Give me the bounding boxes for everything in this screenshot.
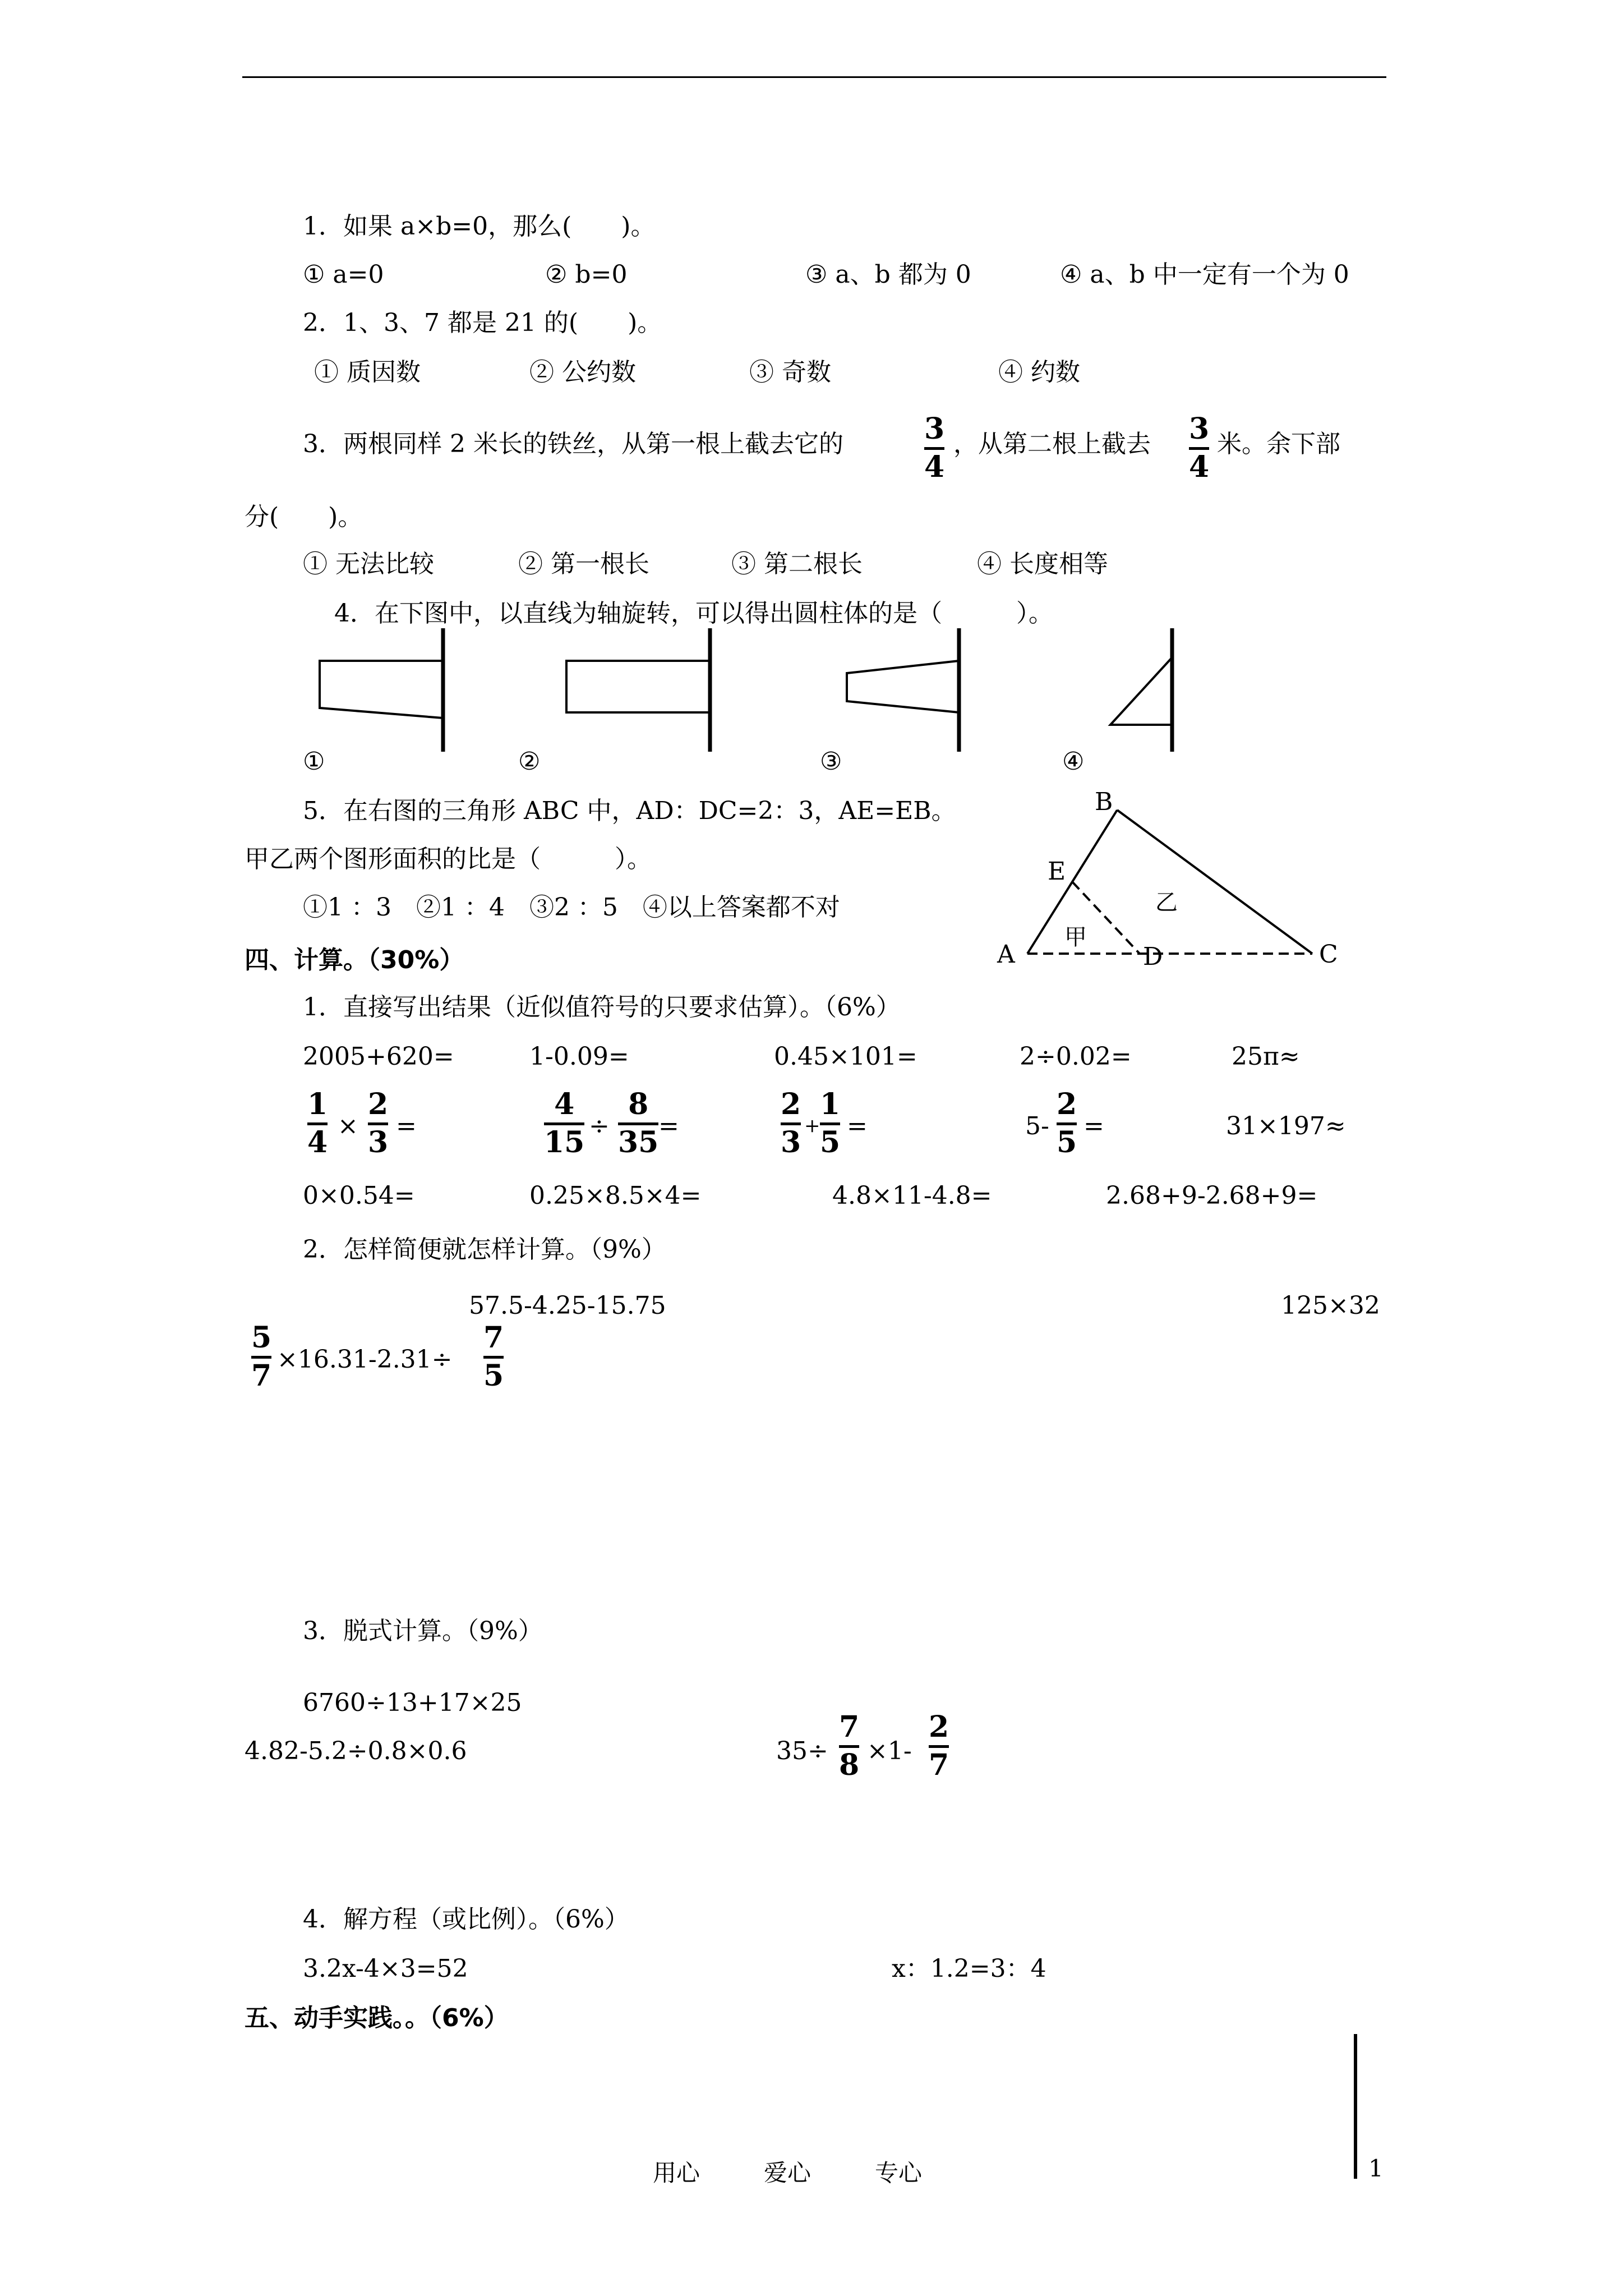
calc1-row3-3: 4.8×11-4.8= xyxy=(832,1181,992,1210)
calc1-item-4: 2÷0.02= xyxy=(1020,1042,1132,1071)
q2-option-1: ① 质因数 xyxy=(314,358,421,386)
q4-stem: 4．在下图中，以直线为轴旋转，可以得出圆柱体的是（ ）。 xyxy=(334,599,1053,628)
q4-figure-3-trapezoid xyxy=(847,661,959,712)
region-yi-label: 乙 xyxy=(1155,890,1178,915)
footer-word-3: 专心 xyxy=(875,2159,923,2187)
calc3-expr3-mid: ×1- xyxy=(867,1737,912,1765)
calc3-expr3-frac-b: 2 7 xyxy=(929,1710,949,1782)
q4-label-4: ④ xyxy=(1062,747,1085,776)
q1-option-4: ④ a、b 中一定有一个为 0 xyxy=(1060,260,1349,289)
calc1-f5: 31×197≈ xyxy=(1226,1112,1346,1140)
calc1-item-2: 1-0.09= xyxy=(529,1042,629,1071)
calc1-f2-b: 8 35 xyxy=(618,1087,659,1159)
q2-stem: 2．1、3、7 都是 21 的( )。 xyxy=(303,309,662,337)
q5-options: ①1 ：3 ②1 ：4 ③2 ：5 ④以上答案都不对 xyxy=(303,893,840,922)
calc1-item-5: 25π≈ xyxy=(1232,1042,1300,1071)
calc2-expr3-frac-b: 7 5 xyxy=(483,1320,504,1393)
margin-rule xyxy=(1354,2034,1357,2179)
calc3-expr-2: 4.82-5.2÷0.8×0.6 xyxy=(245,1737,467,1765)
q1-option-3: ③ a、b 都为 0 xyxy=(805,260,971,289)
calc1-f1-a: 1 4 xyxy=(307,1087,328,1159)
q3-fraction-1: 3 4 xyxy=(924,412,945,484)
q4-figure-2-rectangle xyxy=(566,661,710,712)
footer-word-1: 用心 xyxy=(653,2159,700,2187)
side-bc xyxy=(1117,810,1312,954)
q2-option-4: ④ 约数 xyxy=(998,358,1080,386)
q2-option-3: ③ 奇数 xyxy=(749,358,831,386)
point-e-label: E xyxy=(1048,857,1066,886)
q2-option-2: ② 公约数 xyxy=(529,358,636,386)
calc1-f1-eq: = xyxy=(396,1112,417,1140)
q3-option-4: ④ 长度相等 xyxy=(977,550,1108,578)
calc1-f1-op: × xyxy=(338,1112,358,1140)
calc2-expr3-mid: ×16.31-2.31÷ xyxy=(277,1345,453,1374)
q3-fraction-2: 3 4 xyxy=(1189,412,1210,484)
point-a-label: A xyxy=(997,940,1015,969)
calc1-f2-a: 4 15 xyxy=(544,1087,585,1159)
calc1-row3-4: 2.68+9-2.68+9= xyxy=(1106,1181,1318,1210)
point-b-label: B xyxy=(1095,788,1113,816)
calc1-f3-b: 1 5 xyxy=(820,1087,841,1159)
q3-option-1: ① 无法比较 xyxy=(303,550,434,578)
q1-option-1: ① a=0 xyxy=(303,260,384,289)
calc3-title: 3．脱式计算。（9%） xyxy=(303,1617,543,1645)
calc1-f3-eq: = xyxy=(847,1112,868,1140)
calc3-expr3-pre: 35÷ xyxy=(776,1737,828,1765)
calc4-title: 4．解方程（或比例）。（6%） xyxy=(303,1905,629,1934)
q4-figure-1-trapezoid xyxy=(320,661,443,718)
q3-option-3: ③ 第二根长 xyxy=(731,550,863,578)
calc1-f4-pre: 5- xyxy=(1025,1112,1049,1140)
q1-stem: 1．如果 a×b=0，那么( )。 xyxy=(303,212,656,241)
q1-option-2: ② b=0 xyxy=(545,260,628,289)
calc1-f3-op: + xyxy=(804,1115,820,1137)
header-rule xyxy=(242,76,1386,78)
q3-option-2: ② 第一根长 xyxy=(518,550,649,578)
calc3-expr3-frac-a: 7 8 xyxy=(839,1710,860,1782)
q4-figure-4-triangle xyxy=(1110,657,1172,725)
q5-line-2: 甲乙两个图形面积的比是（ ）。 xyxy=(245,845,652,873)
calc1-item-1: 2005+620= xyxy=(303,1042,454,1071)
calc3-expr-1: 6760÷13+17×25 xyxy=(303,1688,522,1717)
calc1-f2-eq: = xyxy=(658,1112,679,1140)
q3-text-3: 米。余下部 xyxy=(1217,430,1340,458)
calc2-expr-1: 57.5-4.25-15.75 xyxy=(469,1291,666,1320)
calc1-f4-eq: = xyxy=(1083,1112,1104,1140)
q4-label-3: ③ xyxy=(820,747,842,776)
q3-text-1: 3．两根同样 2 米长的铁丝，从第一根上截去它的 xyxy=(303,430,843,458)
calc2-title: 2．怎样简便就怎样计算。（9%） xyxy=(303,1235,666,1264)
calc1-row3-2: 0.25×8.5×4= xyxy=(529,1181,702,1210)
calc1-item-3: 0.45×101= xyxy=(774,1042,917,1071)
footer-word-2: 爱心 xyxy=(764,2159,811,2187)
calc4-expr-2: x：1.2=3：4 xyxy=(892,1954,1046,1983)
q5-triangle-figure xyxy=(987,785,1357,976)
point-c-label: C xyxy=(1319,940,1338,969)
point-d-label: D xyxy=(1143,942,1163,971)
q3-continuation: 分( )。 xyxy=(245,503,363,531)
section-5-title: 五、动手实践。。（6%） xyxy=(245,2004,509,2032)
section-4-title: 四、计算。（30%） xyxy=(245,946,464,974)
q4-label-2: ② xyxy=(518,747,541,776)
calc2-expr-2: 125×32 xyxy=(1281,1291,1380,1320)
q5-line-1: 5．在右图的三角形 ABC 中，AD：DC=2：3，AE=EB。 xyxy=(303,797,956,825)
calc1-f1-b: 2 3 xyxy=(368,1087,389,1159)
page-number: 1 xyxy=(1368,2155,1384,2182)
region-jia-label: 甲 xyxy=(1064,924,1087,950)
calc4-expr-1: 3.2x-4×3=52 xyxy=(303,1954,468,1983)
calc1-title: 1．直接写出结果（近似值符号的只要求估算）。（6%） xyxy=(303,993,901,1022)
calc1-f2-op: ÷ xyxy=(589,1112,610,1140)
calc1-f3-a: 2 3 xyxy=(781,1087,801,1159)
q3-text-2: ，从第二根上截去 xyxy=(953,430,1151,458)
q4-label-1: ① xyxy=(303,747,325,776)
calc1-row3-1: 0×0.54= xyxy=(303,1181,415,1210)
calc1-f4-b: 2 5 xyxy=(1057,1087,1077,1159)
calc2-expr3-frac-a: 5 7 xyxy=(251,1320,272,1393)
